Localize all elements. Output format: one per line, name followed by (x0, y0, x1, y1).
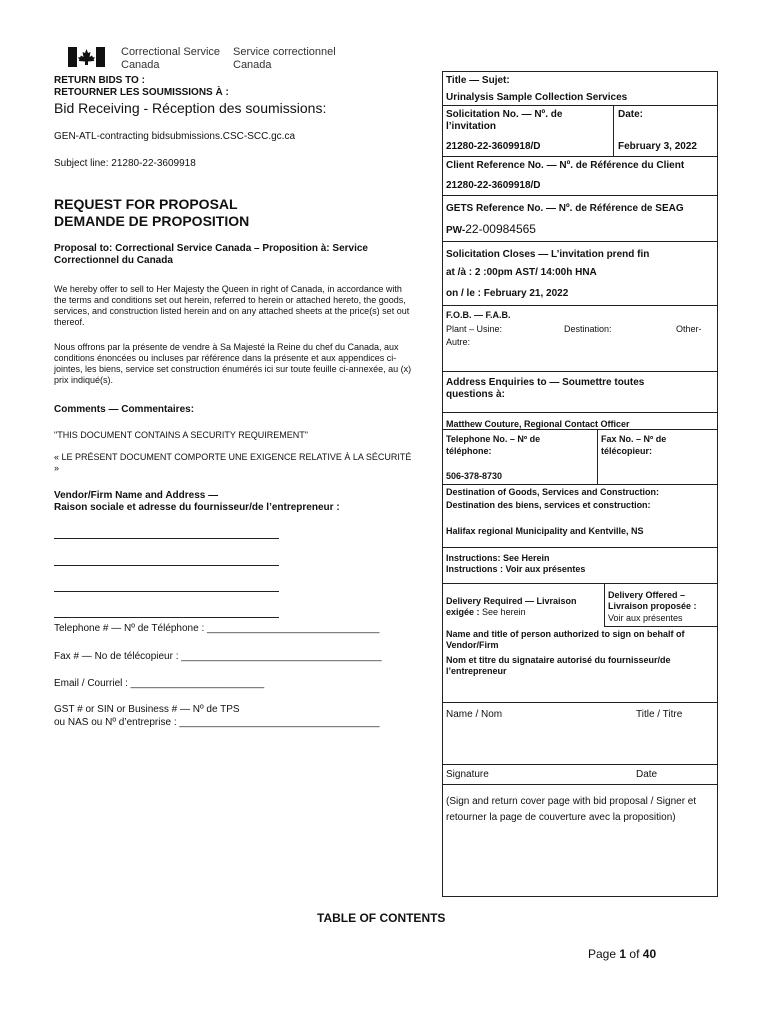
delivery-required-2 (446, 607, 526, 618)
fax-no-label-2: télécopieur: (601, 446, 653, 456)
return-bids-fr: RETOURNER LES SOUMISSIONS À : (54, 87, 229, 98)
email-field[interactable]: Email / Courriel : ________________________ (54, 678, 265, 689)
telephone-no-label-2: téléphone: (446, 446, 492, 456)
rfp-title-fr: DEMANDE DE PROPOSITION (54, 213, 250, 229)
fax-no-label-1: Fax No. – Nº de (601, 434, 667, 444)
security-requirement-fr: « LE PRÉSENT DOCUMENT COMPORTE UNE EXIGENCE RELATIVE À LA SÉCURITÉ » (54, 452, 412, 473)
delivery-offered-1: Delivery Offered – (608, 590, 686, 600)
org-fr-line1: Service correctionnel (233, 46, 336, 58)
return-bids-en: RETURN BIDS TO : (54, 75, 145, 86)
page-number (588, 947, 656, 961)
gets-label: GETS Reference No. — Nº. de Référence de SEAG (446, 203, 684, 214)
gets-number: 22-00984565 (465, 222, 536, 236)
subject-line: Subject line: 21280-22-3609918 (54, 158, 196, 169)
date-value: February 3, 2022 (618, 141, 697, 152)
gets-prefix: PW- (446, 225, 466, 236)
page-total: 40 (642, 947, 657, 961)
vendor-line-2[interactable] (54, 565, 279, 566)
delivery-required-value: See herein (482, 607, 526, 617)
destination-goods-1: Destination of Goods, Services and Construction: (446, 487, 660, 497)
title-label: Title — Sujet: (446, 75, 510, 86)
name-label[interactable]: Name / Nom (446, 709, 503, 720)
contact-officer: Matthew Couture, Regional Contact Officer (446, 419, 630, 429)
signature-label[interactable]: Signature (446, 769, 489, 780)
bid-email[interactable]: GEN-ATL-contracting bidsubmissions.CSC-SCC.gc.ca (54, 131, 296, 142)
page-current: 1 (619, 947, 627, 961)
security-requirement-en: "THIS DOCUMENT CONTAINS A SECURITY REQUIREMENT" (54, 430, 308, 440)
sign-and-return-note: (Sign and return cover page with bid proposal / Signer et retourner la page de couverture avec la proposition) (446, 796, 697, 823)
vendor-line-1[interactable] (54, 538, 279, 539)
table-of-contents-heading: TABLE OF CONTENTS (317, 911, 446, 925)
comments-label: Comments — Commentaires: (54, 404, 195, 415)
authorized-person-fr: Nom et titre du signataire autorisé du fournisseur/de l’entrepreneur (446, 655, 671, 676)
closes-time: at /à : 2 :00pm AST/ 14:00h HNA (446, 267, 597, 278)
offer-text-en: We hereby offer to sell to Her Majesty the Queen in right of Canada, in accordance with the terms and conditions set out herein, referred to herein or attached hereto, the goods, services, and construction listed herein and on any attached sheets at the price(s) set out thereof. (54, 284, 410, 327)
telephone-field[interactable]: Telephone # — Nº de Téléphone : _______________________________ (54, 623, 380, 634)
destination-goods-2: Destination des biens, services et construction: (446, 500, 651, 510)
solicitation-no-label: Solicitation No. — Nº. de l’invitation (446, 109, 563, 132)
instructions-en: Instructions: See Herein (446, 553, 550, 563)
title-value: Urinalysis Sample Collection Services (446, 92, 628, 103)
canada-flag-logo (68, 47, 105, 67)
authorized-person-en: Name and title of person authorized to sign on behalf of Vendor/Firm (446, 629, 685, 650)
destination-value: Halifax regional Municipality and Kentville, NS (446, 526, 644, 536)
gst-field-line2[interactable]: ou NAS ou Nº d’entreprise : ____________________________________ (54, 717, 380, 728)
org-en-line2: Canada (121, 59, 160, 71)
address-enquiries-2: questions à: (446, 389, 505, 400)
delivery-required-1: Delivery Required — Livraison (446, 596, 577, 606)
delivery-offered-2: Livraison proposée : (608, 601, 697, 611)
delivery-offered-3: Voir aux présentes (608, 613, 683, 623)
org-name-en (121, 46, 220, 72)
bid-receiving: Bid Receiving - Réception des soumissions: (54, 100, 327, 116)
fax-field[interactable]: Fax # — No de télécopieur : ____________________________________ (54, 651, 382, 662)
closes-label: Solicitation Closes — L’invitation prend fin (446, 249, 650, 260)
client-ref-value: 21280-22-3609918/D (446, 180, 541, 191)
telephone-no-label-1: Telephone No. – Nº de (446, 434, 541, 444)
fob-label: F.O.B. — F.A.B. (446, 310, 511, 320)
destination-label: Destination: (564, 324, 612, 334)
proposal-to: Proposal to: Correctional Service Canada – Proposition à: Service Correctionnel du Canada (54, 243, 368, 266)
solicitation-no-value: 21280-22-3609918/D (446, 141, 541, 152)
org-fr-line2: Canada (233, 59, 272, 71)
offer-text-fr: Nous offrons par la présente de vendre à Sa Majesté la Reine du chef du Canada, aux conditions énoncées ou incluses par référence dans la présente et aux appendices ci-jointes, les biens, service set construction énumérés ici sur toute feuille ci-annexée, au (x) prix indiqué(s). (54, 342, 412, 385)
vendor-line-4[interactable] (54, 617, 279, 618)
page-of-word: of (629, 947, 640, 961)
other-label: Other- (676, 324, 702, 334)
instructions-fr: Instructions : Voir aux présentes (446, 564, 586, 574)
gst-field-line1: GST # or SIN or Business # — Nº de TPS (54, 704, 240, 715)
org-en-line1: Correctional Service (121, 46, 221, 58)
client-ref-label: Client Reference No. — Nº. de Référence du Client (446, 160, 685, 171)
delivery-required-label: exigée : (446, 607, 480, 617)
title-field-label[interactable]: Title / Titre (636, 709, 683, 720)
autre-label: Autre: (446, 337, 471, 347)
address-enquiries-1: Address Enquiries to — Soumettre toutes (446, 377, 645, 388)
gets-value (446, 222, 536, 236)
page-word: Page (588, 947, 617, 961)
rfp-title-en: REQUEST FOR PROPOSAL (54, 196, 238, 212)
date-label: Date: (618, 109, 644, 120)
vendor-label-en: Vendor/Firm Name and Address — (54, 490, 219, 501)
signature-date-label[interactable]: Date (636, 769, 658, 780)
plant-label: Plant – Usine: (446, 324, 503, 334)
telephone-value: 506-378-8730 (446, 471, 503, 481)
vendor-line-3[interactable] (54, 591, 279, 592)
closes-date: on / le : February 21, 2022 (446, 288, 569, 299)
vendor-label-fr: Raison sociale et adresse du fournisseur/de l’entrepreneur : (54, 502, 340, 513)
org-name-fr (233, 46, 336, 72)
